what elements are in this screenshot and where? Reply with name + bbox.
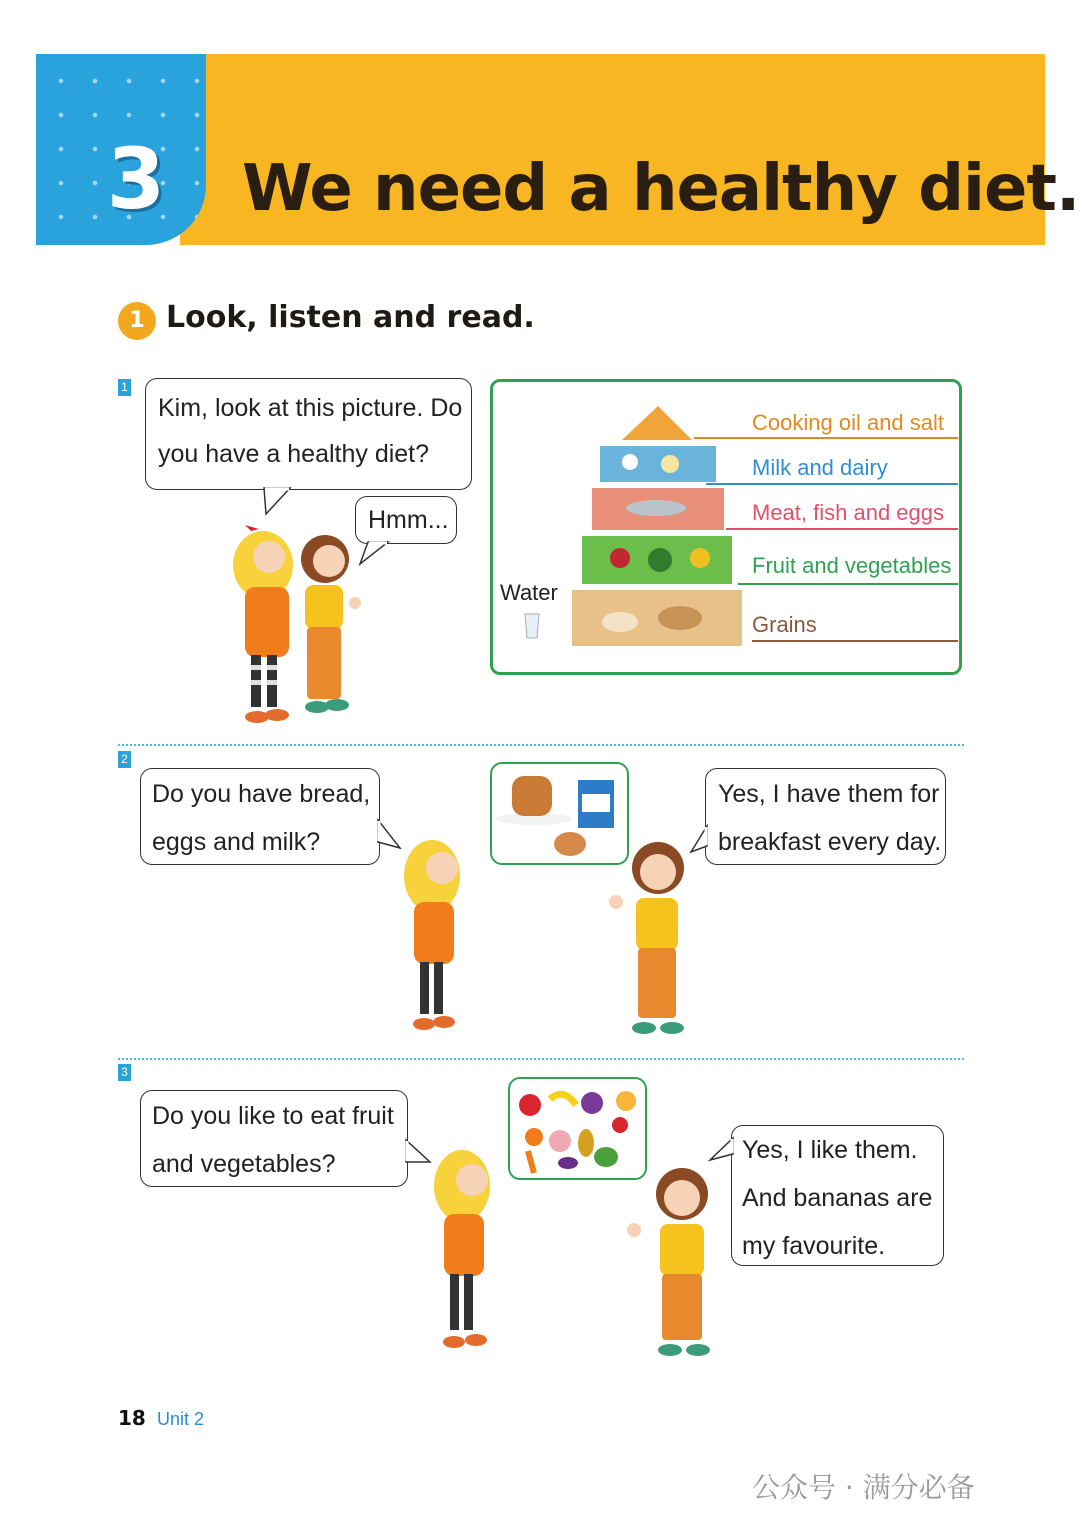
speech-bubble-fruit-question	[140, 1090, 408, 1187]
pyramid-label-fruit-vegetables: Fruit and vegetables	[752, 553, 952, 578]
food-pyramid-illustration	[570, 404, 750, 654]
bubble-line: Do you like to eat fruit	[152, 1102, 394, 1130]
bubble-tail	[262, 488, 302, 516]
unit-number: 3	[106, 130, 166, 228]
page-title: We need a healthy diet.	[242, 152, 1080, 226]
speech-bubble-hmm	[355, 496, 457, 544]
bubble-line: you have a healthy diet?	[158, 440, 430, 468]
panel-number: 3	[118, 1064, 131, 1081]
speech-bubble-favourite-answer	[731, 1125, 944, 1266]
bubble-line: breakfast every day.	[718, 828, 942, 856]
pyramid-divider	[738, 583, 958, 585]
pyramid-label-milk-dairy: Milk and dairy	[752, 455, 888, 480]
panel-number: 1	[118, 379, 131, 396]
pyramid-label-oil-salt: Cooking oil and salt	[752, 410, 945, 435]
panel-divider	[118, 1058, 964, 1060]
pyramid-divider	[694, 437, 958, 439]
pyramid-divider	[706, 483, 958, 485]
pyramid-label-meat-fish-eggs: Meat, fish and eggs	[752, 500, 945, 525]
section-title: Look, listen and read.	[166, 300, 535, 335]
panel-number: 2	[118, 751, 131, 768]
brunette-girl-illustration	[620, 1160, 720, 1370]
panel-divider	[118, 744, 964, 746]
pyramid-label-grains: Grains	[752, 612, 817, 637]
speech-bubble-breakfast-answer	[705, 768, 946, 865]
bubble-line: Hmm...	[368, 506, 449, 534]
bubble-line: Kim, look at this picture. Do	[158, 394, 463, 422]
bubble-line: and vegetables?	[152, 1150, 336, 1178]
section-number-badge: 1	[118, 302, 156, 340]
brunette-girl-illustration	[604, 832, 694, 1047]
pyramid-divider	[752, 640, 958, 642]
blonde-girl-illustration	[400, 832, 470, 1047]
speech-bubble-bread-question	[140, 768, 380, 865]
bubble-line: Do you have bread,	[152, 780, 371, 808]
unit-label: Unit 2	[157, 1409, 205, 1429]
page-number: 18	[118, 1406, 146, 1430]
bubble-line: Yes, I like them.	[742, 1136, 918, 1164]
pyramid-label-water: Water	[500, 580, 558, 605]
bubble-line: Yes, I have them for	[718, 780, 940, 808]
water-glass-icon	[522, 612, 542, 640]
speech-bubble-kim-question	[145, 378, 472, 490]
bubble-line: And bananas are	[742, 1184, 933, 1212]
bubble-line: my favourite.	[742, 1232, 886, 1260]
blonde-girl-illustration	[422, 1140, 502, 1365]
bubble-line: eggs and milk?	[152, 828, 321, 856]
girls-illustration	[225, 525, 370, 740]
watermark: 公众号 · 满分必备	[752, 1471, 975, 1504]
pyramid-divider	[726, 528, 958, 530]
